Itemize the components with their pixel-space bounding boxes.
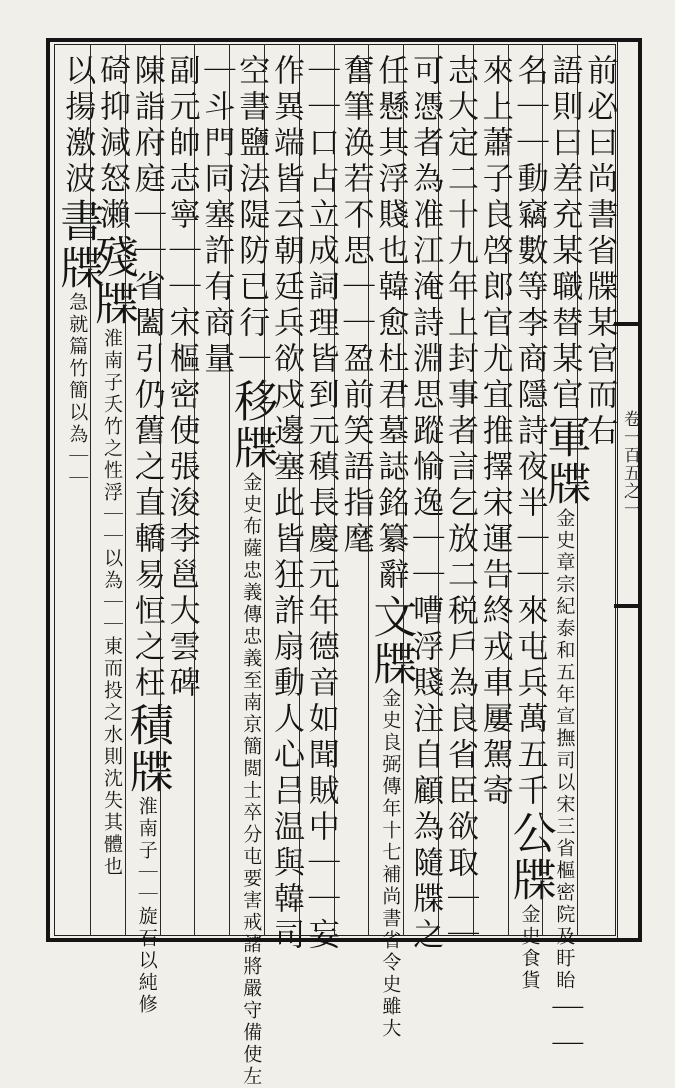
margin-bar-top — [614, 38, 642, 42]
column-rule — [194, 44, 195, 936]
column-text: 碕抑減怒瀨 — [94, 54, 130, 234]
text-column — [336, 54, 376, 934]
text-column — [504, 54, 556, 992]
text-column — [266, 54, 306, 954]
column-rule — [229, 44, 230, 936]
text-column — [52, 54, 104, 934]
column-rule — [160, 44, 161, 936]
text-column — [440, 54, 480, 954]
column-rule — [577, 44, 578, 936]
column-text: 陳詣府庭｜｜省闔引仍舊之直轎易恒之枉 — [128, 54, 165, 702]
annotation-text: 金史良弼傳年十七補尚書省令史雖大 — [379, 688, 402, 1040]
text-column — [226, 54, 278, 1088]
text-column — [301, 54, 341, 954]
column-text: ｜｜ — [546, 992, 583, 1064]
column-rule — [368, 44, 369, 936]
column-rule — [125, 44, 126, 936]
column-text: 可憑者為准江淹詩淵思蹤愉逸｜｜嘈浮賤注自顧為隨牒之 — [407, 54, 444, 954]
heading-term: 公牒 — [504, 810, 556, 904]
annotation-text: 淮南子｜｜旋石以純修 — [135, 796, 158, 1016]
column-rule — [438, 44, 439, 936]
text-column — [162, 54, 202, 934]
annotation-text: 淮南子夭竹之性浮｜｜以為｜｜東而投之水則沈失其體也 — [101, 328, 123, 878]
margin-label: 卷一百五之一 — [620, 410, 640, 518]
heading-term: 殘牒 — [87, 234, 138, 328]
column-rule — [299, 44, 300, 936]
column-rule — [90, 44, 91, 936]
column-rule — [264, 44, 265, 936]
column-text: 奮筆涣若不思｜｜盈前笑語指麾 — [337, 54, 374, 558]
column-text: 前必曰尚書省牒某官而右 — [581, 54, 618, 450]
text-column — [405, 54, 445, 954]
column-text: 語則曰差充某職替某官 — [546, 54, 583, 414]
column-text: 作異端皆云朝廷兵欲戍邊塞此皆狂詐扇動人心吕温與韓司 — [268, 54, 304, 954]
column-text: ｜斗門同塞許有商量 — [198, 54, 235, 378]
column-text: 以揚激波 — [59, 54, 96, 198]
text-column — [87, 54, 138, 934]
text-column — [121, 54, 173, 1016]
column-rule — [508, 44, 509, 936]
annotation-text: 金史食貨 — [518, 904, 541, 992]
column-rule — [542, 44, 543, 936]
margin-bar-bottom — [614, 938, 642, 942]
column-text: 志大定二十九年上封事者言乞放二税戶為良省臣欲取｜｜ — [442, 54, 478, 954]
column-rule — [403, 44, 404, 936]
heading-term: 書牒 — [52, 198, 104, 292]
text-column — [365, 54, 417, 1040]
heading-term: 文牒 — [365, 594, 417, 688]
column-rule — [334, 44, 335, 936]
column-text: 副元帥志寧｜｜宋樞密使張浚李邕大雲碑 — [163, 54, 200, 702]
heading-term: 軍牒 — [539, 414, 591, 508]
column-text: 來上蕭子良啓郎官尤宜推擇宋運告終戎車屢駕寄 — [476, 54, 513, 810]
heading-term: 積牒 — [121, 702, 173, 796]
column-rule — [473, 44, 474, 936]
text-column — [475, 54, 515, 934]
column-text: 空書鹽法隄防已行｜ — [233, 54, 270, 378]
heading-term: 移牒 — [226, 378, 278, 472]
annotation-text: 金史章宗紀泰和五年宣撫司以宋三省樞密院及盱眙 — [553, 508, 576, 992]
text-column — [196, 54, 236, 934]
annotation-text: 急就篇竹簡以為｜｜ — [66, 292, 89, 490]
text-column — [539, 54, 591, 1064]
column-text: 名｜｜動竊數等李商隱詩夜半｜｜來屯兵萬五千 — [511, 54, 548, 810]
column-text: 任懸其浮賤也韓愈杜君墓誌銘纂辭 — [372, 54, 409, 594]
column-text: ｜｜口占立成詞理皆到元稹長慶元年德音如聞賊中｜｜妄 — [302, 54, 339, 954]
annotation-text: 金史布薩忠義傳忠義至南京簡閲士卒分屯要害戒諸將嚴守備使左 — [240, 472, 263, 1088]
